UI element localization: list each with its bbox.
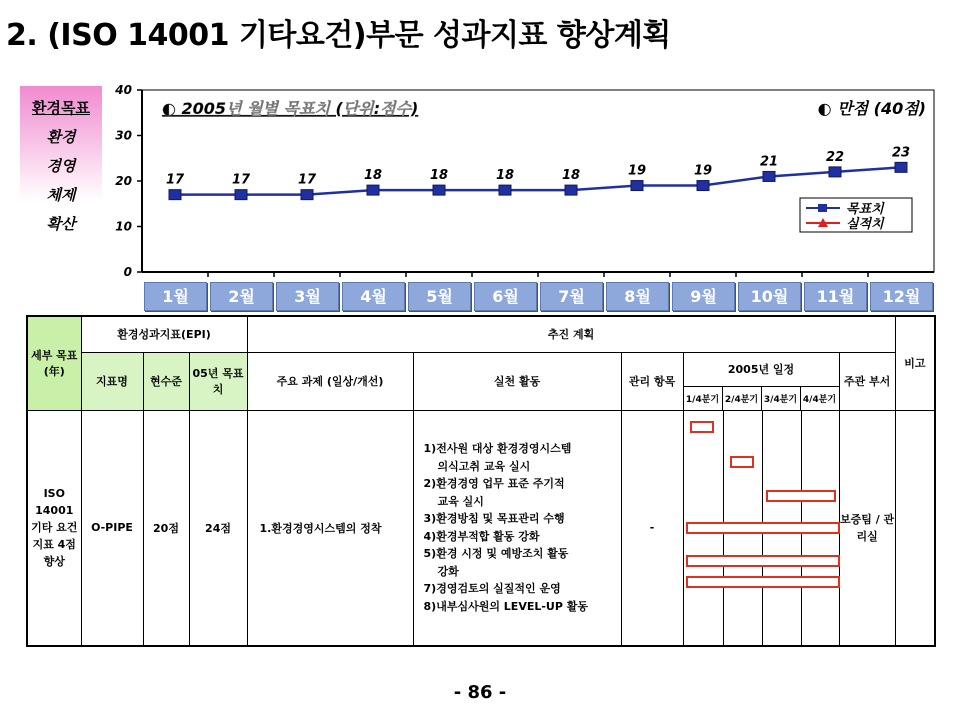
remarks-cell <box>895 410 935 646</box>
month-label: 11월 <box>804 282 867 311</box>
activity-line: 3)환경방침 및 목표관리 수행 <box>423 512 565 526</box>
activity-line: 4)환경부적합 활동 강화 <box>423 529 540 543</box>
chart-title: ◐ 2005년 월별 목표치 (단위:점수) <box>162 99 419 118</box>
data-label: 18 <box>363 168 383 184</box>
data-point <box>763 171 775 181</box>
chart-svg <box>104 80 940 280</box>
data-label: 19 <box>627 163 647 179</box>
target-cell: 24점 <box>189 410 247 646</box>
data-label: 17 <box>165 172 185 188</box>
current-cell: 20점 <box>143 410 189 646</box>
page-number: - 86 - <box>453 682 507 703</box>
activity-line: 7)경영검토의 실질적인 운영 <box>423 582 561 596</box>
data-point <box>829 167 841 177</box>
header-manage: 관리 항목 <box>621 352 683 410</box>
header-epi: 환경성과지표(EPI) <box>81 316 247 352</box>
task-cell: 1.환경경영시스템의 정착 <box>247 410 413 646</box>
month-label: 8월 <box>606 282 669 311</box>
data-point <box>433 185 445 195</box>
header-target: 05년 목표치 <box>189 352 247 410</box>
month-label: 1월 <box>144 282 207 311</box>
data-point <box>235 190 247 200</box>
header-current: 현수준 <box>143 352 189 410</box>
monthly-target-chart <box>104 80 940 280</box>
legend-label: 실적치 <box>846 217 884 232</box>
legend-label: 목표치 <box>846 202 884 217</box>
data-label: 17 <box>231 172 251 188</box>
activity-line: 5)환경 시정 및 예방조치 활동 <box>423 547 569 561</box>
quarter-4: 4/4분기 <box>800 386 839 410</box>
y-tick-label: 20 <box>115 174 132 188</box>
data-label: 21 <box>759 154 779 170</box>
quarter-3: 3/4분기 <box>761 386 800 410</box>
activity-line: 2)환경경영 업무 표준 주기적 <box>423 477 565 491</box>
data-label: 18 <box>495 168 515 184</box>
month-label: 3월 <box>276 282 339 311</box>
month-label: 10월 <box>738 282 801 311</box>
data-label: 17 <box>297 172 317 188</box>
goal-line: 환경 <box>46 128 76 146</box>
data-label: 18 <box>561 168 581 184</box>
gantt-bar-3 <box>766 490 836 502</box>
environment-goal-box <box>20 86 102 296</box>
indicator-cell: O-PIPE <box>81 410 143 646</box>
quarter-2: 2/4분기 <box>722 386 761 410</box>
month-label: 7월 <box>540 282 603 311</box>
page-title: 2. (ISO 14001 기타요건)부문 성과지표 향상계획 <box>6 18 671 53</box>
header-task: 주요 과제 (일상/개선) <box>247 352 413 410</box>
data-label: 18 <box>429 168 449 184</box>
gantt-bar-1 <box>690 421 714 433</box>
data-point <box>301 190 313 200</box>
quarter-1: 1/4분기 <box>683 386 722 410</box>
month-label: 5월 <box>408 282 471 311</box>
data-point <box>367 185 379 195</box>
month-label: 2월 <box>210 282 273 311</box>
header-remarks: 비고 <box>895 316 935 410</box>
goal-line: 체제 <box>46 186 76 204</box>
goal-line: 확산 <box>46 215 76 233</box>
gantt-cell <box>683 410 839 646</box>
activities-cell <box>413 410 621 646</box>
data-point <box>631 181 643 191</box>
header-dept: 주관 부서 <box>839 352 895 410</box>
goal-line: 경영 <box>46 157 76 175</box>
header-schedule: 2005년 일정 <box>683 352 839 386</box>
manage-cell: - <box>621 410 683 646</box>
data-point <box>697 181 709 191</box>
data-label: 23 <box>891 145 911 161</box>
data-point <box>565 185 577 195</box>
month-label: 6월 <box>474 282 537 311</box>
data-point <box>169 190 181 200</box>
gantt-bar-5 <box>686 555 840 567</box>
y-tick-label: 30 <box>115 128 132 143</box>
y-tick-label: 10 <box>115 219 132 234</box>
data-label: 22 <box>825 149 845 165</box>
activity-line: 의식고취 교육 실시 <box>437 459 531 473</box>
goal-cell: ISO 14001 기타 요건 지표 4점 향상 <box>27 410 81 646</box>
gantt-bar-4 <box>686 522 840 534</box>
y-tick-label: 40 <box>115 83 132 97</box>
activity-line: 1)전사원 대상 환경경영시스템 <box>423 442 572 456</box>
month-label: 12월 <box>870 282 933 311</box>
action-plan-table <box>26 315 936 647</box>
data-label: 19 <box>693 163 713 179</box>
gantt-bar-2 <box>730 456 754 468</box>
month-label: 9월 <box>672 282 735 311</box>
month-label: 4월 <box>342 282 405 311</box>
legend-marker <box>818 204 827 212</box>
activity-line: 강화 <box>437 564 459 578</box>
data-point <box>895 162 907 172</box>
header-plan: 추진 계획 <box>247 316 895 352</box>
header-goal: 세부 목표 (年) <box>27 316 81 410</box>
goal-header: 환경목표 <box>32 99 90 117</box>
month-buttons-row <box>140 282 940 310</box>
y-tick-label: 0 <box>123 265 132 279</box>
header-indicator: 지표명 <box>81 352 143 410</box>
gantt-bar-6 <box>686 576 840 588</box>
data-point <box>499 185 511 195</box>
dept-cell: 보증팀 / 관리실 <box>839 410 895 646</box>
header-activity: 실천 활동 <box>413 352 621 410</box>
chart-subtitle: ◐ 만점 (40점) <box>817 99 926 118</box>
activity-line: 교육 실시 <box>437 494 484 508</box>
activity-line: 8)내부심사원의 LEVEL-UP 활동 <box>423 599 588 613</box>
